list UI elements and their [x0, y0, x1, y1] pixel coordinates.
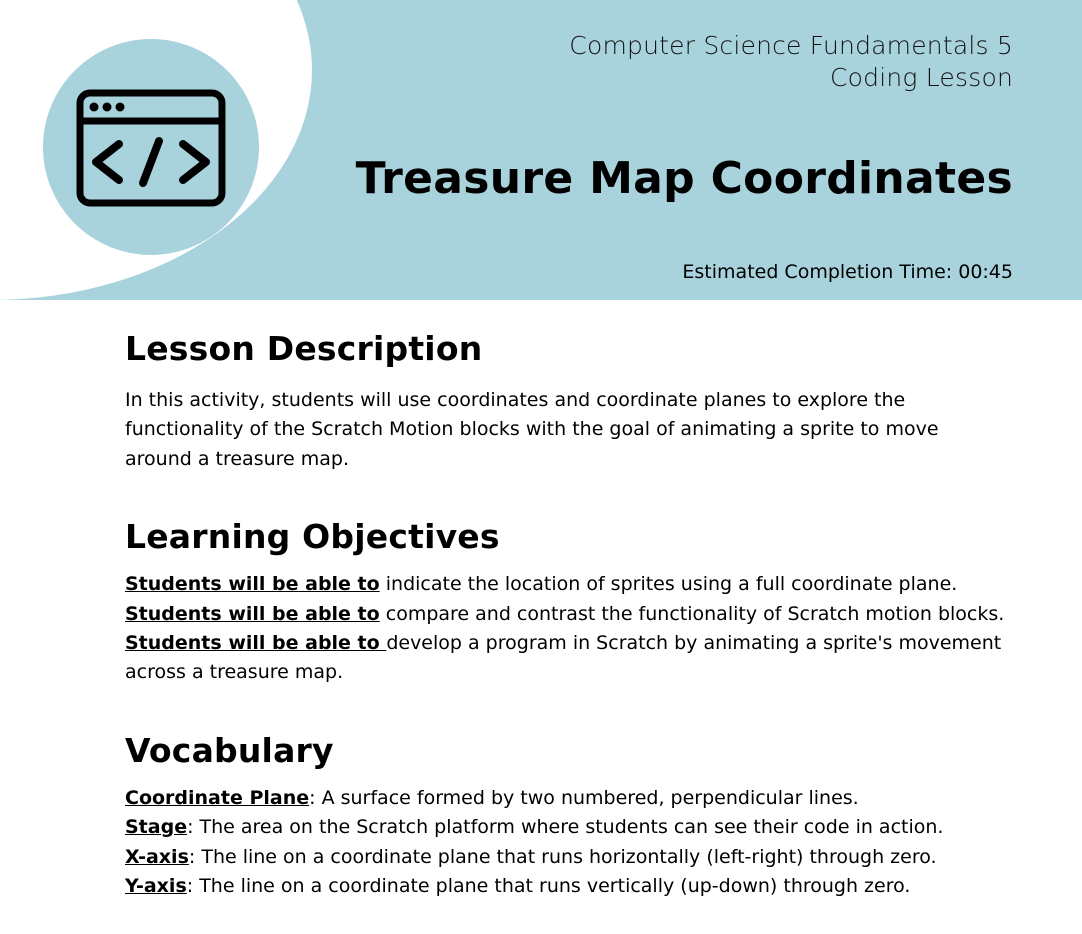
learning-objectives-section [125, 514, 1010, 688]
objective-text: compare and contrast the functionality of Scratch motion blocks. [379, 602, 1005, 625]
page-title: Treasure Map Coordinates [355, 153, 1013, 204]
objective-text: develop a program in Scratch by animating a sprite's movement across a treasure map. [125, 632, 1002, 684]
vocab-term: Stage [125, 816, 188, 839]
vocab-definition: : A surface formed by two numbered, perpendicular lines. [309, 786, 859, 809]
objective-lead: Students will be able to [125, 573, 380, 596]
vocab-term: Coordinate Plane [125, 786, 310, 809]
objective-lead: Students will be able to [125, 602, 380, 625]
section-heading: Vocabulary [125, 730, 334, 770]
vocabulary-list [125, 784, 1010, 902]
vocab-item [125, 872, 1010, 901]
objective-text: indicate the location of sprites using a full coordinate plane. [379, 573, 958, 596]
description-text: In this activity, students will use coordinates and coordinate planes to explore the functionality of the Scratch Motion blocks with the goal of animating a sprite to move around a treasure map. [125, 389, 939, 470]
section-heading: Lesson Description [125, 329, 483, 368]
course-name: Computer Science Fundamentals 5 [569, 31, 1013, 60]
objective-lead: Students will be able to [125, 632, 387, 655]
vocab-item [125, 784, 1010, 813]
vocab-item [125, 843, 1010, 872]
lesson-description-section [125, 326, 1010, 474]
estimated-time: Estimated Completion Time: 00:45 [682, 261, 1013, 283]
objectives-list [125, 570, 1010, 688]
lesson-content [125, 326, 1010, 901]
vocab-definition: : The line on a coordinate plane that runs horizontally (left-right) through zero. [188, 845, 937, 868]
objective-item [125, 600, 1010, 629]
objective-item [125, 570, 1010, 599]
section-heading: Learning Objectives [125, 517, 500, 557]
vocab-term: Y-axis [125, 875, 187, 898]
objective-item [125, 629, 1010, 688]
code-window-icon [76, 89, 226, 207]
lesson-type: Coding Lesson [829, 63, 1013, 92]
vocabulary-section [125, 728, 1010, 902]
vocab-term: X-axis [125, 845, 189, 868]
vocab-item [125, 813, 1010, 842]
vocab-definition: : The area on the Scratch platform where students can see their code in action. [187, 816, 944, 839]
vocab-definition: : The line on a coordinate plane that runs vertically (up-down) through zero. [186, 875, 911, 898]
icon-badge [43, 39, 259, 255]
